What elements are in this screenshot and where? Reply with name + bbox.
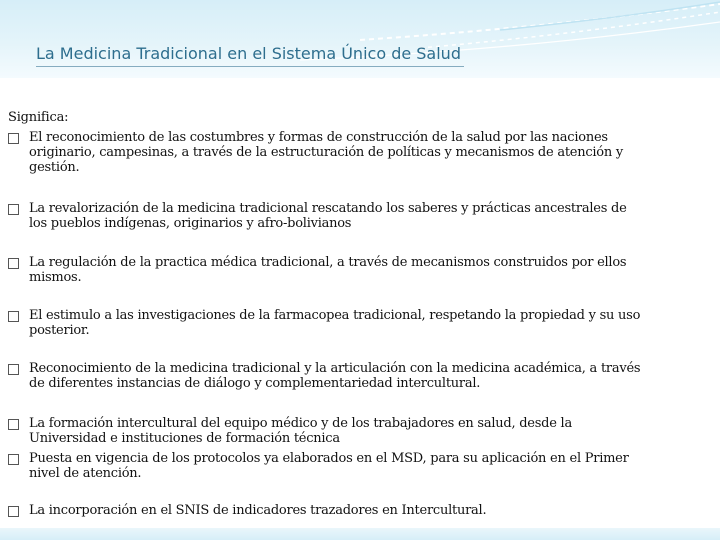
square-bullet-icon bbox=[8, 454, 19, 465]
square-bullet-icon bbox=[8, 506, 19, 517]
list-item-text: El estimulo a las investigaciones de la farmacopea tradicional, respetando la propiedad y su uso posterior. bbox=[29, 308, 641, 338]
decorative-swoosh-lines bbox=[0, 0, 720, 80]
list-item bbox=[8, 201, 648, 231]
list-item bbox=[8, 503, 648, 518]
list-item bbox=[8, 361, 648, 391]
list-item-text: La formación intercultural del equipo médico y de los trabajadores en salud, desde la Universidad e instituciones de formación técnica bbox=[29, 416, 572, 446]
slide-title: La Medicina Tradicional en el Sistema Único de Salud bbox=[36, 44, 461, 63]
square-bullet-icon bbox=[8, 133, 19, 144]
square-bullet-icon bbox=[8, 204, 19, 215]
intro-label: Significa: bbox=[8, 110, 69, 125]
title-underline bbox=[36, 66, 464, 67]
list-item-text: La regulación de la practica médica tradicional, a través de mecanismos construidos por ellos mismos. bbox=[29, 255, 627, 285]
list-item-text: La incorporación en el SNIS de indicadores trazadores en Intercultural. bbox=[29, 503, 487, 518]
square-bullet-icon bbox=[8, 311, 19, 322]
footer-band bbox=[0, 528, 720, 540]
list-item bbox=[8, 255, 648, 285]
list-item bbox=[8, 308, 648, 338]
list-item-text: El reconocimiento de las costumbres y formas de construcción de la salud por las naciones originario, campesinas, a través de la estructuración de políticas y mecanismos de atención y gestión. bbox=[29, 130, 623, 175]
list-item-text: La revalorización de la medicina tradicional rescatando los saberes y prácticas ancestrales de los pueblos indígenas, originarios y afro-bolivianos bbox=[29, 201, 627, 231]
square-bullet-icon bbox=[8, 258, 19, 269]
list-item-text: Puesta en vigencia de los protocolos ya elaborados en el MSD, para su aplicación en el Primer nivel de atención. bbox=[29, 451, 629, 481]
list-item bbox=[8, 130, 648, 175]
list-item bbox=[8, 451, 648, 481]
square-bullet-icon bbox=[8, 419, 19, 430]
list-item bbox=[8, 416, 648, 446]
square-bullet-icon bbox=[8, 364, 19, 375]
list-item-text: Reconocimiento de la medicina tradicional y la articulación con la medicina académica, a través de diferentes instancias de diálogo y complementariedad intercultural. bbox=[29, 361, 641, 391]
